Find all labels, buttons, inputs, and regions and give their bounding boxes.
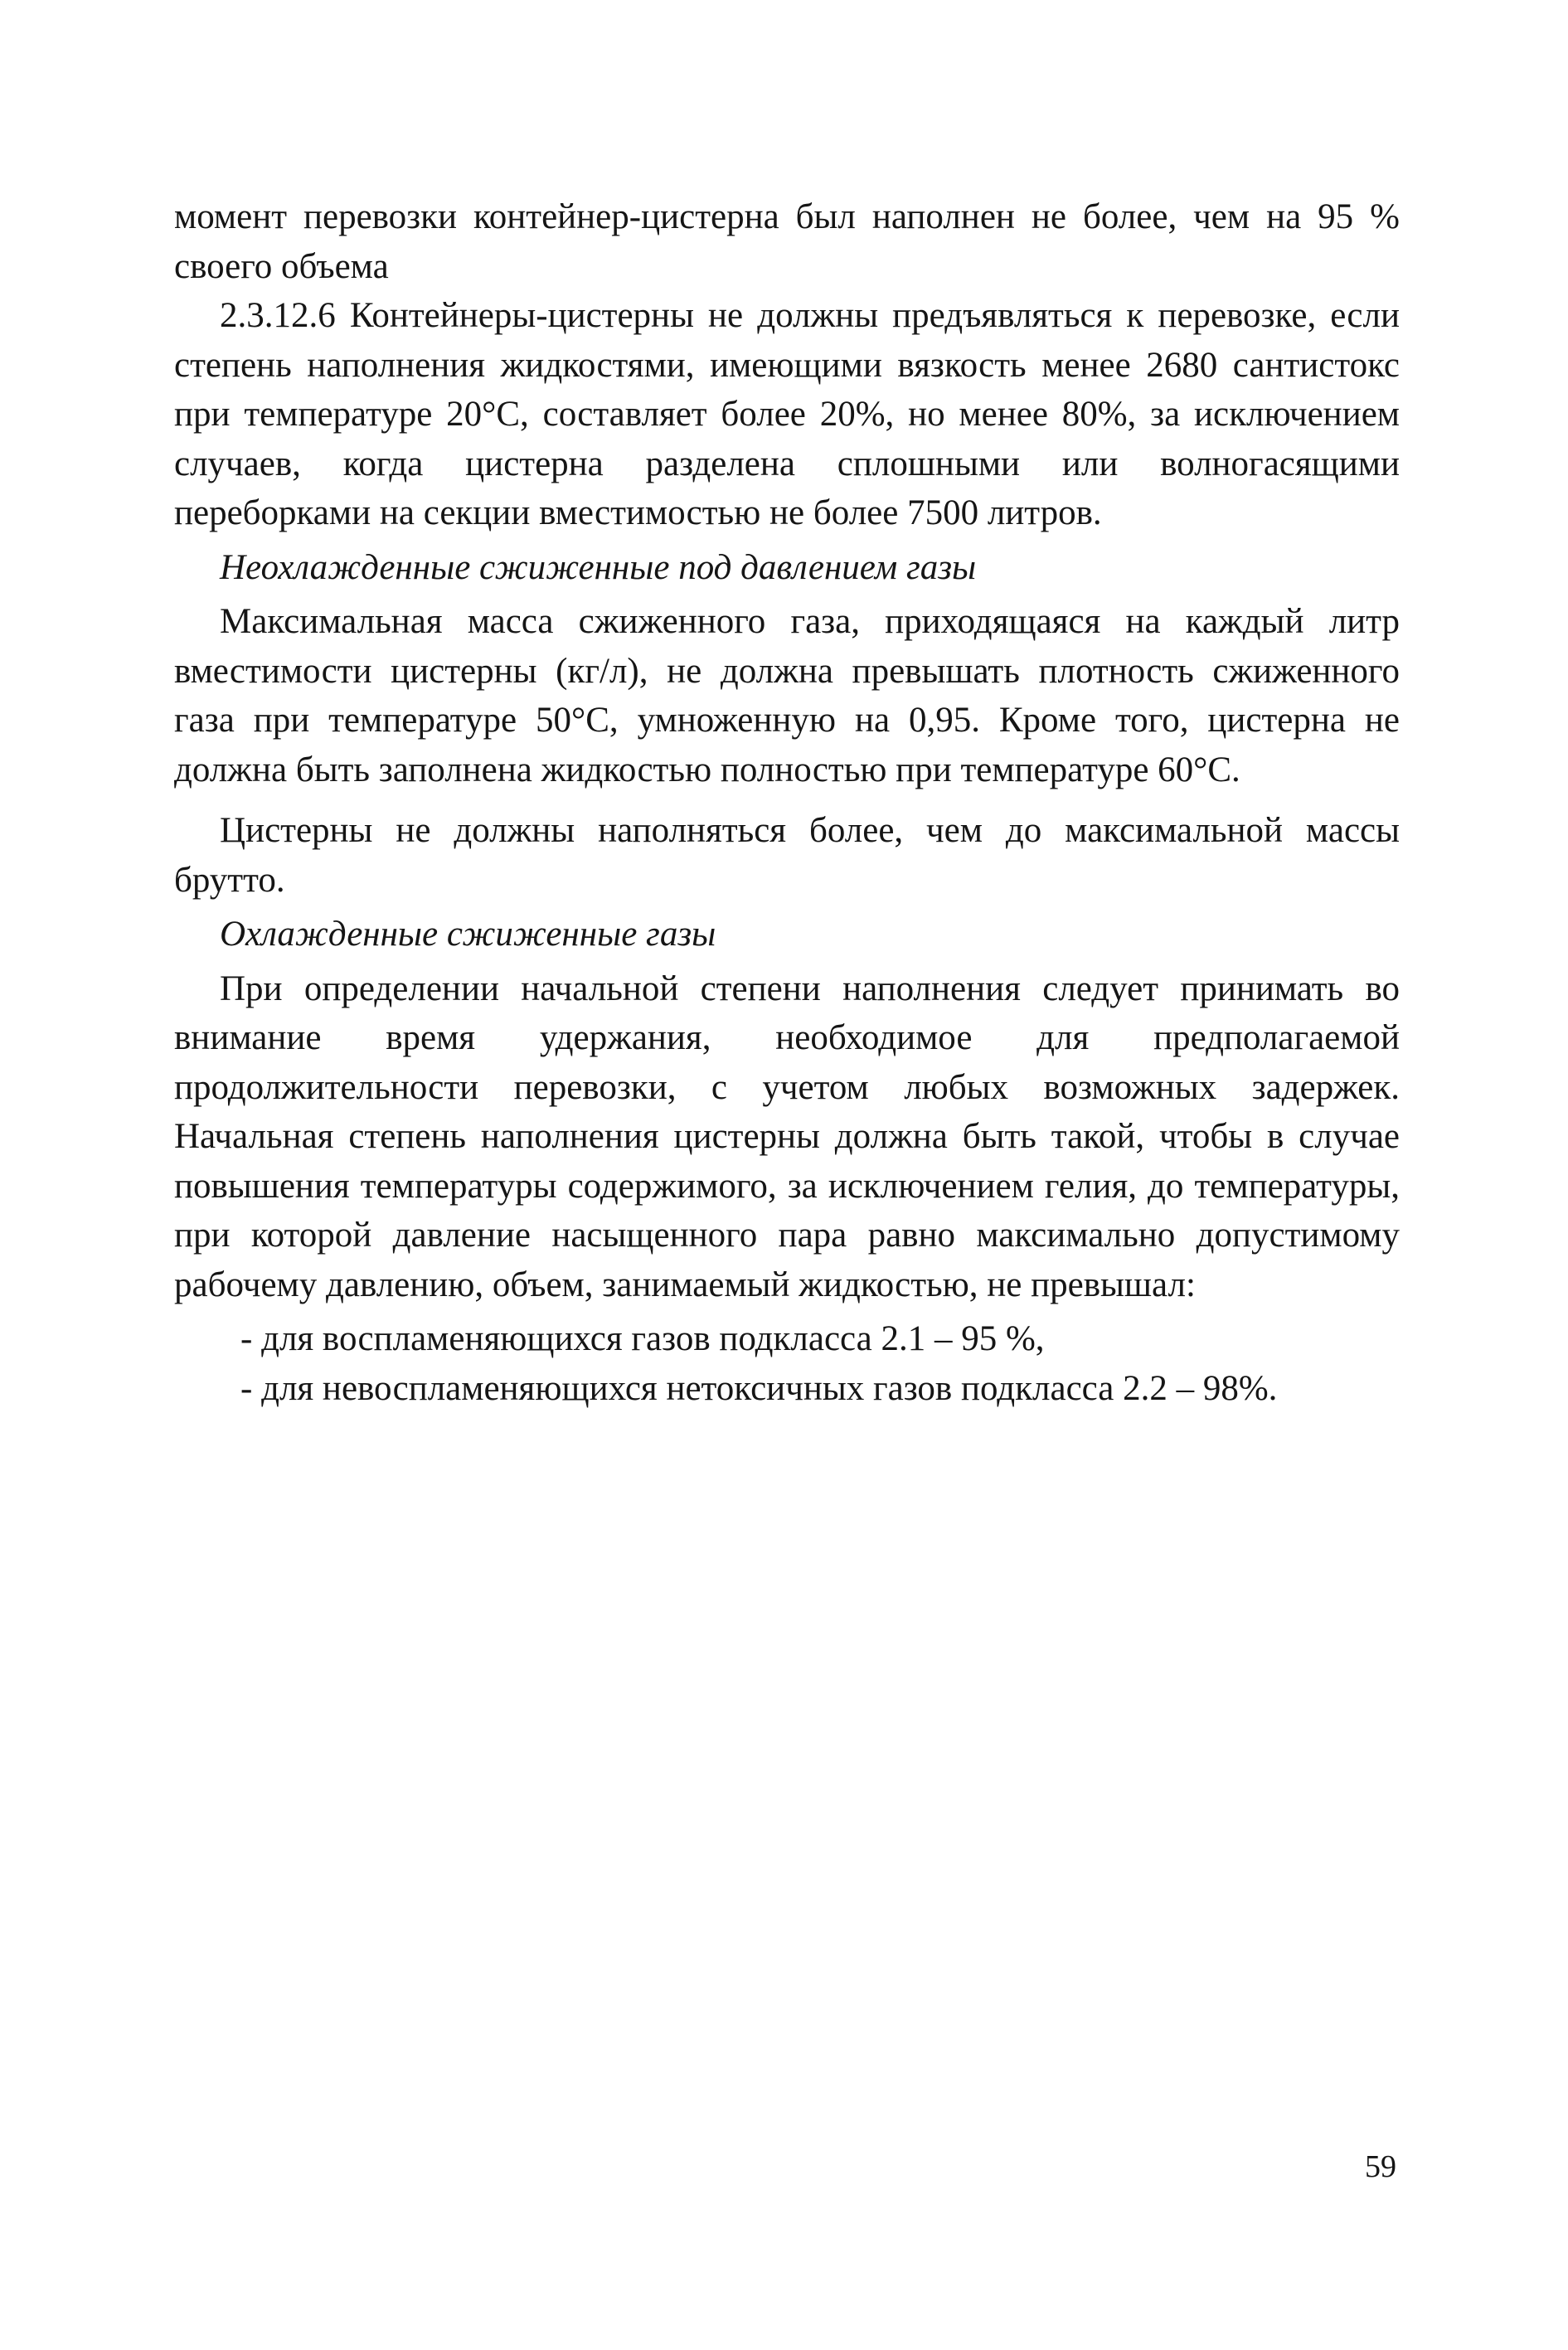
- flammable-gases-list-item: - для воспламеняющихся газов подкласса 2.1 – 95 %,: [240, 1319, 1045, 1358]
- document-page: [174, 192, 1400, 1413]
- cooled-liquefied-gases-heading: Охлажденные сжиженные газы: [220, 915, 716, 954]
- maximum-mass-paragraph: Максимальная масса сжиженного газа, приходящаяся на каждый литр вместимости цистерны (кг/л), не должна превышать плотность сжиженного газа при температуре 50°С, умноженную на 0,95. Кроме того, цистерна не должна быть заполнена жидкостью полностью при температуре 60°С.: [174, 602, 1400, 789]
- uncooled-liquefied-gases-heading: Неохлажденные сжиженные под давлением газы: [220, 547, 977, 587]
- gross-mass-paragraph: Цистерны не должны наполняться более, чем до максимальной массы брутто.: [174, 811, 1400, 900]
- section-2-3-12-6-paragraph: 2.3.12.6 Контейнеры-цистерны не должны предъявляться к перевозке, если степень наполнения жидкостями, имеющими вязкость менее 2680 сантистокс при температуре 20°С, составляет более 20%, но менее 80%, за исключением случаев, когда цистерна разделена сплошными или волногасящими переборками на секции вместимостью не более 7500 литров.: [174, 296, 1400, 532]
- page-number: 59: [1365, 2149, 1396, 2184]
- nonflammable-gases-list-item: - для невоспламеняющихся нетоксичных газов подкласса 2.2 – 98%.: [240, 1368, 1278, 1408]
- continued-paragraph: момент перевозки контейнер-цистерна был наполнен не более, чем на 95 % своего объема: [174, 197, 1400, 286]
- initial-filling-paragraph: При определении начальной степени наполнения следует принимать во внимание время удержания, необходимое для предполагаемой продолжительности перевозки, с учетом любых возможных задержек. Начальная степень наполнения цистерны должна быть такой, чтобы в случае повышения температуры содержимого, за исключением гелия, до температуры, при которой давление насыщенного пара равно максимально допустимому рабочему давлению, объем, занимаемый жидкостью, не превышал:: [174, 969, 1400, 1304]
